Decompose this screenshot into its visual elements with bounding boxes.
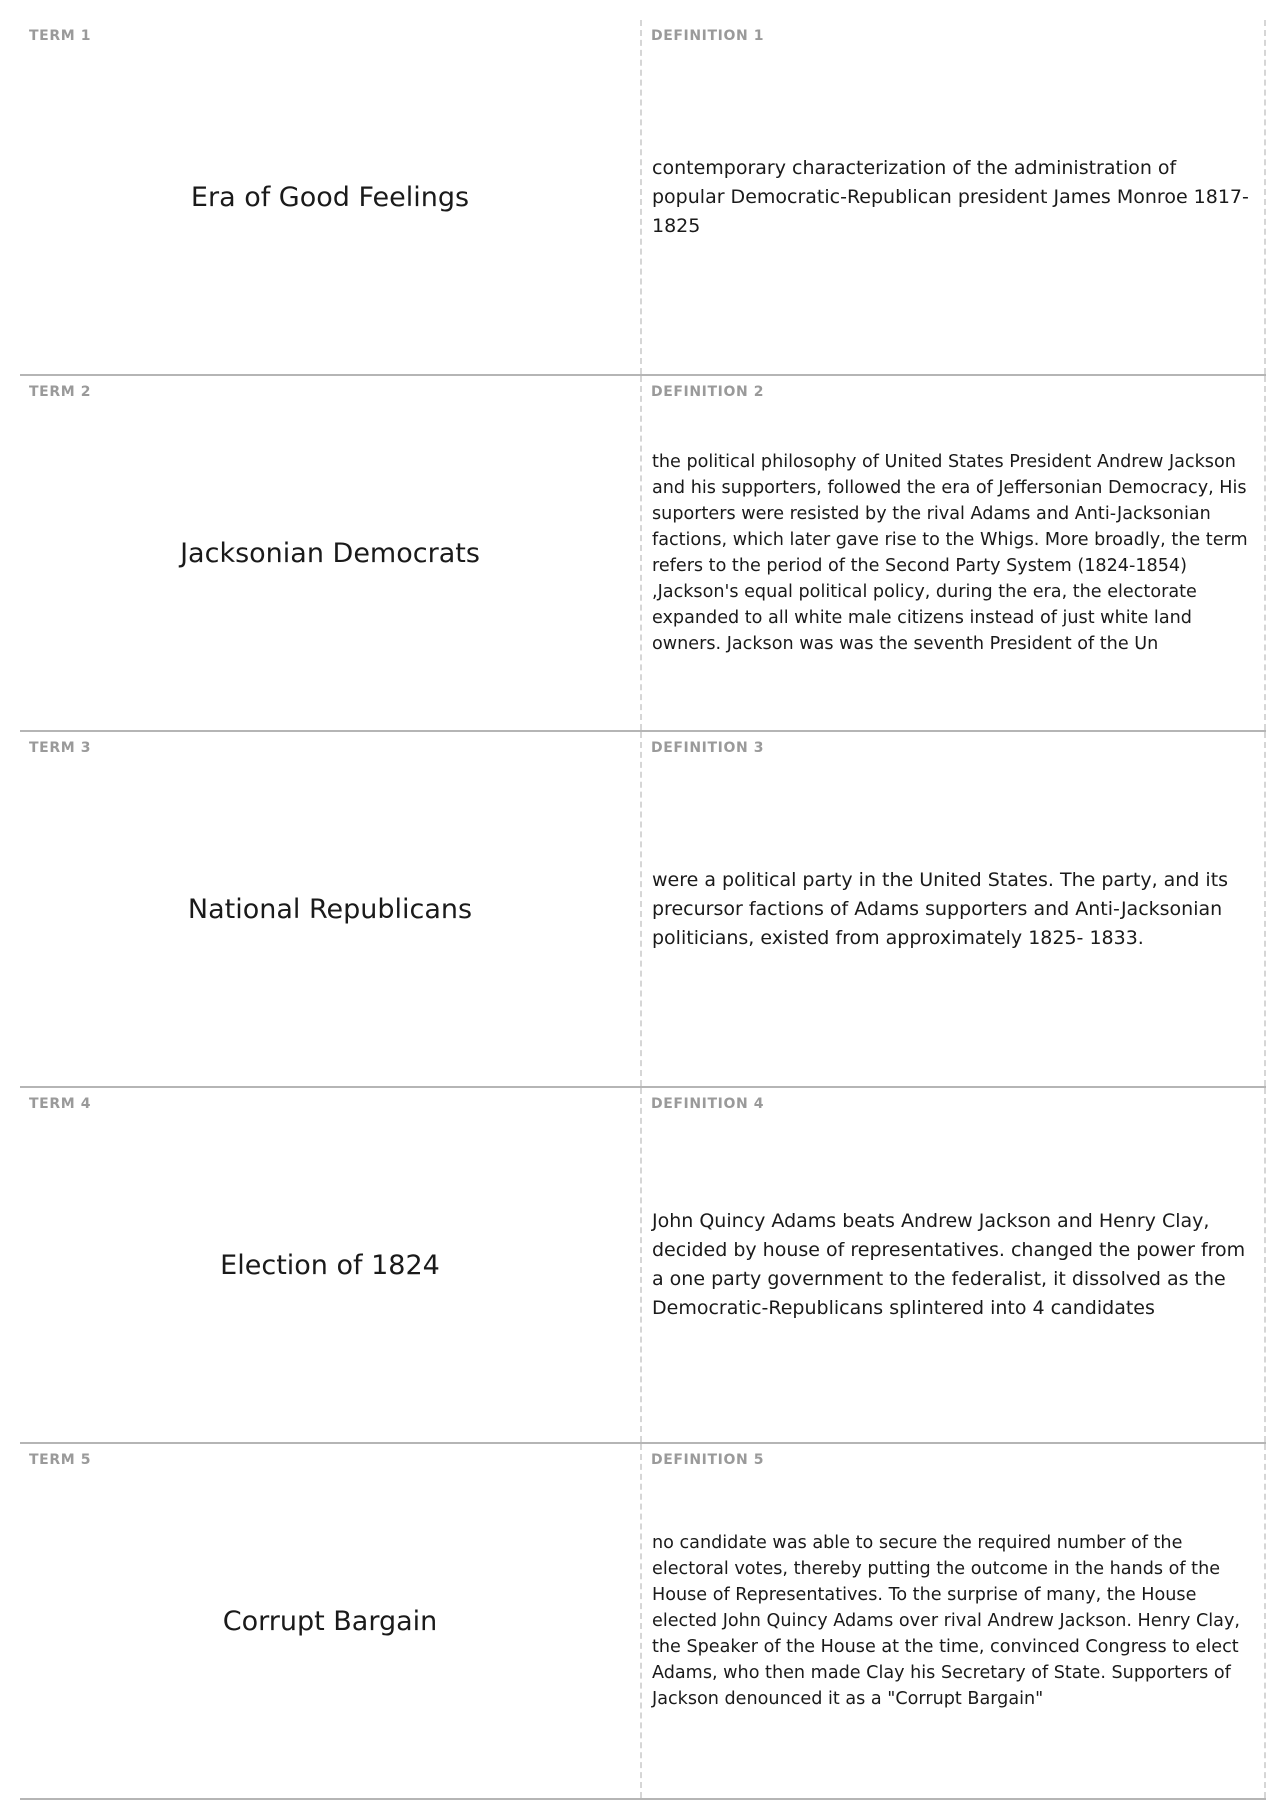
definition-label: DEFINITION 1 xyxy=(651,28,765,44)
term-cell xyxy=(20,20,642,374)
term-label: TERM 4 xyxy=(29,1096,92,1112)
term-cell xyxy=(20,1444,642,1798)
flashcard-sheet xyxy=(20,20,1266,1800)
term-text: National Republicans xyxy=(187,893,473,925)
term-label: TERM 5 xyxy=(29,1452,92,1468)
definition-cell xyxy=(642,376,1266,730)
term-cell xyxy=(20,732,642,1086)
definition-body: no candidate was able to secure the required number of the electoral votes, thereby putting the outcome in the hands of the House of Representatives. To the surprise of many, the House elected John Quincy Adams over rival Andrew Jackson. Henry Clay, the Speaker of the House at the time, convinced Congress to elect Adams, who then made Clay his Secretary of State. Supporters of Jackson denounced it as a "Corrupt Bargain" xyxy=(652,1533,1240,1709)
term-text: Jacksonian Democrats xyxy=(180,537,480,569)
definition-text xyxy=(652,1444,1254,1798)
definition-label: DEFINITION 2 xyxy=(651,384,765,400)
definition-label: DEFINITION 5 xyxy=(651,1452,765,1468)
definition-body: the political philosophy of United States President Andrew Jackson and his supporters, followed the era of Jeffersonian Democracy, His suporters were resisted by the rival Adams and Anti-Jacksonian factions, which later gave rise to the Whigs. More broadly, the term refers to the period of the Second Party System (1824-1854) ,Jackson's equal political policy, during the era, the electorate expanded to all white male citizens instead of just white land owners. Jackson was was the seventh President of the Un xyxy=(652,452,1248,654)
definition-label: DEFINITION 3 xyxy=(651,740,765,756)
definition-text xyxy=(652,732,1254,1086)
flashcard xyxy=(20,732,1266,1088)
definition-text xyxy=(652,20,1254,374)
term-label: TERM 3 xyxy=(29,740,92,756)
definition-body: were a political party in the United States. The party, and its precursor factions of Adams supporters and Anti-Jacksonian politicians, existed from approximately 1825- 1833. xyxy=(652,868,1229,949)
term-label: TERM 2 xyxy=(29,384,92,400)
term-cell xyxy=(20,376,642,730)
flashcard xyxy=(20,1088,1266,1444)
definition-body: contemporary characterization of the administration of popular Democratic-Republican president James Monroe 1817-1825 xyxy=(652,156,1249,237)
definition-cell xyxy=(642,20,1266,374)
term-text: Era of Good Feelings xyxy=(190,181,470,213)
flashcard xyxy=(20,1444,1266,1800)
flashcard xyxy=(20,20,1266,376)
definition-body: John Quincy Adams beats Andrew Jackson and Henry Clay, decided by house of representatives. changed the power from a one party government to the federalist, it dissolved as the Democratic-Republicans splintered into 4 candidates xyxy=(652,1210,1246,1319)
definition-label: DEFINITION 4 xyxy=(651,1096,765,1112)
term-label: TERM 1 xyxy=(29,28,92,44)
term-cell xyxy=(20,1088,642,1442)
term-text: Corrupt Bargain xyxy=(222,1605,438,1637)
definition-text xyxy=(652,1088,1254,1442)
term-text: Election of 1824 xyxy=(220,1249,440,1281)
definition-text xyxy=(652,376,1254,730)
definition-cell xyxy=(642,732,1266,1086)
definition-cell xyxy=(642,1088,1266,1442)
flashcard xyxy=(20,376,1266,732)
definition-cell xyxy=(642,1444,1266,1798)
